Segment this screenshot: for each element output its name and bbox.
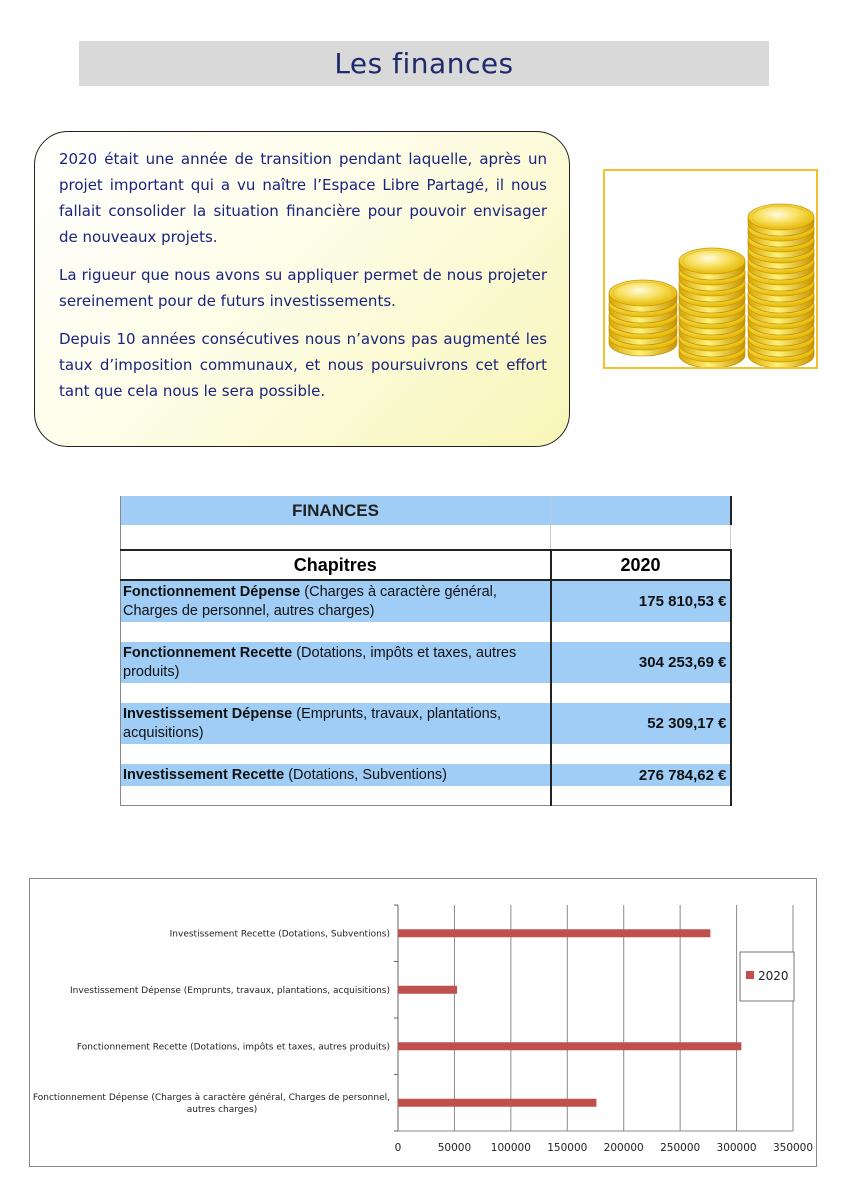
table-row xyxy=(121,580,731,622)
bar xyxy=(398,929,710,937)
row-label-bold: Fonctionnement Recette xyxy=(123,644,293,661)
legend-label: 2020 xyxy=(758,969,789,983)
row-label-bold: Investissement Recette xyxy=(123,766,285,783)
x-tick-label: 250000 xyxy=(660,1142,701,1154)
category-label: autres charges) xyxy=(186,1104,258,1115)
finances-table xyxy=(120,496,730,802)
x-tick-label: 150000 xyxy=(547,1142,588,1154)
page-title: Les finances xyxy=(334,47,514,80)
bar xyxy=(398,1099,596,1107)
row-label-bold: Fonctionnement Dépense xyxy=(123,583,301,600)
legend xyxy=(740,952,794,1001)
intro-paragraph: 2020 était une année de transition pendant laquelle, après un projet important qui a vu naître l’Espace Libre Partagé, il nous fallait consolider la situation financière pour pouvoir envisager de nouveaux projets. xyxy=(59,150,547,246)
row-label-detail: (Emprunts, travaux, plantations, acquisitions) xyxy=(123,705,501,741)
column-header-chapitres: Chapitres xyxy=(121,550,551,580)
row-value: 52 309,17 € xyxy=(551,703,731,744)
x-tick-label: 350000 xyxy=(772,1142,814,1154)
row-value: 175 810,53 € xyxy=(551,580,731,622)
x-tick-label: 200000 xyxy=(603,1142,644,1154)
x-tick-label: 300000 xyxy=(716,1142,757,1154)
category-label: Investissement Dépense (Emprunts, travaux, plantations, acquisitions) xyxy=(70,985,390,996)
bar xyxy=(398,1042,741,1050)
table-row xyxy=(121,703,731,744)
chart-canvas xyxy=(30,879,816,1166)
page-title-bar xyxy=(79,41,769,86)
table-row xyxy=(121,764,731,786)
table-title: FINANCES xyxy=(121,496,551,525)
x-tick-label: 0 xyxy=(394,1142,402,1154)
category-label: Fonctionnement Dépense (Charges à caractère général, Charges de personnel, xyxy=(32,1092,390,1103)
table-row xyxy=(121,642,731,683)
legend-swatch xyxy=(746,971,754,979)
bar xyxy=(398,986,457,994)
intro-paragraph: Depuis 10 années consécutives nous n’avons pas augmenté les taux d’imposition communaux, et nous poursuivrons cet effort tant que cela nous le sera possible. xyxy=(59,330,547,400)
row-label-detail: (Dotations, impôts et taxes, autres produits) xyxy=(123,644,517,680)
row-value: 304 253,69 € xyxy=(551,642,731,683)
intro-text-box xyxy=(34,131,570,447)
row-value: 276 784,62 € xyxy=(551,764,731,786)
x-tick-label: 50000 xyxy=(437,1142,472,1154)
category-label: Fonctionnement Recette (Dotations, impôts et taxes, autres produits) xyxy=(76,1042,390,1053)
x-tick-label: 100000 xyxy=(490,1142,531,1154)
column-header-year: 2020 xyxy=(551,550,731,580)
category-label: Investissement Recette (Dotations, Subventions) xyxy=(169,929,390,940)
row-label-detail: (Charges à caractère général, Charges de personnel, autres charges) xyxy=(123,583,497,619)
gold-coin-stacks-icon xyxy=(603,169,818,369)
finances-bar-chart xyxy=(29,878,817,1167)
row-label-detail: (Dotations, Subventions) xyxy=(284,766,447,783)
intro-paragraph: La rigueur que nous avons su appliquer permet de nous projeter sereinement pour de futurs investissements. xyxy=(59,266,547,310)
row-label-bold: Investissement Dépense xyxy=(123,705,293,722)
